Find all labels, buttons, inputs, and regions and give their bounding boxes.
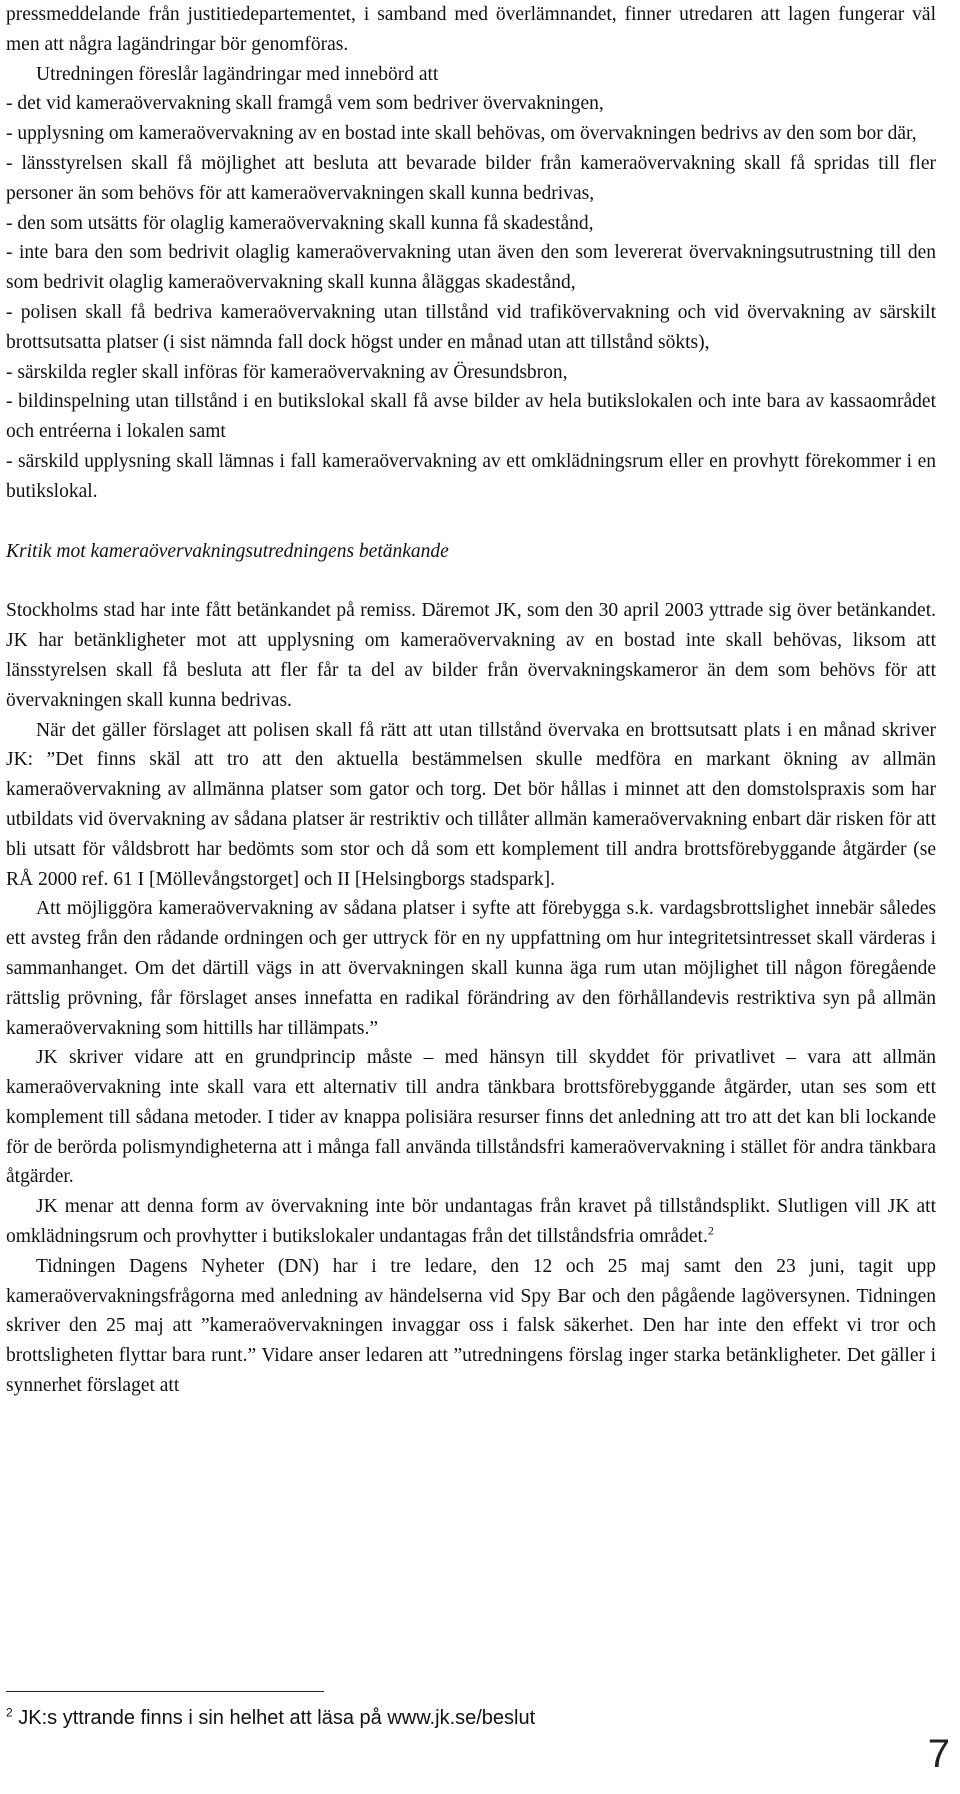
proposal-item: - bildinspelning utan tillstånd i en butikslokal skall få avse bilder av hela butikslokalen och inte bara av kassaområdet och entréerna i lokalen samt: [6, 391, 936, 443]
proposal-item: - särskild upplysning skall lämnas i fall kameraövervakning av ett omklädningsrum eller en provhytt förekommer i en butikslokal.: [6, 450, 936, 502]
footnote-reference[interactable]: 2: [707, 1223, 714, 1238]
body-paragraph: JK skriver vidare att en grundprincip måste – med hänsyn till skyddet för privatlivet – vara att allmän kameraövervakning inte skall vara ett alternativ till andra tänkbara brottsförebyggande åtgärder, utan ses som ett komplement till sådana metoder. I tider av knappa polisiära resurser finns det anledning att tro att det kan bli lockande för de berörda polismyndigheterna att i många fall använda tillståndsfri kameraövervakning i stället för andra tänkbara åtgärder.: [6, 1047, 936, 1188]
body-paragraph: När det gäller förslaget att polisen skall få rätt att utan tillstånd övervaka en brottsutsatt plats i en månad skriver JK: ”Det finns skäl att tro att den aktuella bestämmelsen skulle medföra en markant ökning av allmän kameraövervakning av allmänna platser som gator och torg. Det bör hållas i minnet att den domstolspraxis som har utbildats vid övervakning av sådana platser är restriktiv och tillåter allmän kameraövervakning enbart där risken för att bli utsatt för våldsbrott har bedömts som stor och då som ett komplement till andra brottsförebyggande åtgärder (se RÅ 2000 ref. 61 I [Möllevångstorget] och II [Helsingborgs stadspark].: [6, 719, 936, 890]
body-paragraph: Tidningen Dagens Nyheter (DN) har i tre ledare, den 12 och 25 maj samt den 23 juni, tagit upp kameraövervakningsfrågorna med anledning av händelserna vid Spy Bar och den pågående lagöversynen. Tidningen skriver den 25 maj att ”kameraövervakningen invaggar oss i falsk säkerhet. Den har inte den effekt vi tror och brottsligheten flyttar bara runt.” Vidare anser ledaren att ”utredningens förslag inger starka betänkligheter. Det gäller i synnerhet förslaget att: [6, 1255, 936, 1397]
page-number: 7: [927, 1732, 950, 1776]
footnote-text: JK:s yttrande finns i sin helhet att läsa på www.jk.se/beslut: [18, 1707, 536, 1729]
proposal-item: - inte bara den som bedrivit olaglig kameraövervakning utan även den som levererat övervakningsutrustning till den som bedrivit olaglig kameraövervakning skall kunna åläggas skadestånd,: [6, 242, 936, 294]
proposal-item: - det vid kameraövervakning skall framgå vem som bedriver övervakningen,: [6, 93, 604, 115]
document-body: [6, 0, 936, 1401]
section-heading: Kritik mot kameraövervakningsutredningens betänkande: [6, 540, 449, 562]
proposal-item: - den som utsätts för olaglig kameraövervakning skall kunna få skadestånd,: [6, 212, 594, 234]
body-paragraph: Stockholms stad har inte fått betänkandet på remiss. Däremot JK, som den 30 april 2003 yttrade sig över betänkandet. JK har betänkligheter mot att upplysning om kameraövervakning av en bostad inte skall behövas, liksom att länsstyrelsen skall få besluta att fler får ta del av bilder från övervakningskameror än dem som behövs för att övervakningen skall kunna bedrivas.: [6, 600, 936, 711]
proposal-item: - särskilda regler skall införas för kameraövervakning av Öresundsbron,: [6, 361, 568, 383]
footnote-number: 2: [6, 1705, 13, 1720]
body-paragraph-text: JK menar att denna form av övervakning inte bör undantagas från kravet på tillståndsplikt. Slutligen vill JK att omklädningsrum och provhytter i butikslokaler undantagas från det tillståndsfria området.: [6, 1196, 936, 1248]
footnote-divider: [6, 1691, 324, 1692]
proposal-intro: Utredningen föreslår lagändringar med innebörd att: [36, 63, 439, 85]
proposal-item: - länsstyrelsen skall få möjlighet att besluta att bevarade bilder från kameraövervakning skall få spridas till fler personer än som behövs för att kameraövervakningen skall kunna bedrivas,: [6, 152, 936, 204]
proposal-item: - upplysning om kameraövervakning av en bostad inte skall behövas, om övervakningen bedrivs av den som bor där,: [6, 123, 917, 145]
body-paragraph: Att möjliggöra kameraövervakning av sådana platser i syfte att förebygga s.k. vardagsbrottslighet innebär således ett avsteg från den rådande ordningen och ger uttryck för en ny uppfattning om hur integritetsintresset skall värderas i sammanhanget. Om det därtill vägs in att övervakningen skall kunna äga rum utan möjlighet till någon föregående rättslig prövning, får förslaget anses innefatta en radikal förändring av den förhållandevis restriktiva syn på allmän kameraövervakning som hittills har tillämpats.”: [6, 898, 936, 1039]
opening-paragraph: pressmeddelande från justitiedepartementet, i samband med överlämnandet, finner utredaren att lagen fungerar väl men att några lagändringar bör genomföras.: [6, 4, 936, 55]
footnote: [6, 1704, 535, 1732]
proposal-item: - polisen skall få bedriva kameraövervakning utan tillstånd vid trafikövervakning och vid övervakning av särskilt brottsutsatta platser (i sist nämnda fall dock högst under en månad utan att tillstånd sökts),: [6, 301, 936, 353]
body-paragraph: [6, 1192, 936, 1252]
